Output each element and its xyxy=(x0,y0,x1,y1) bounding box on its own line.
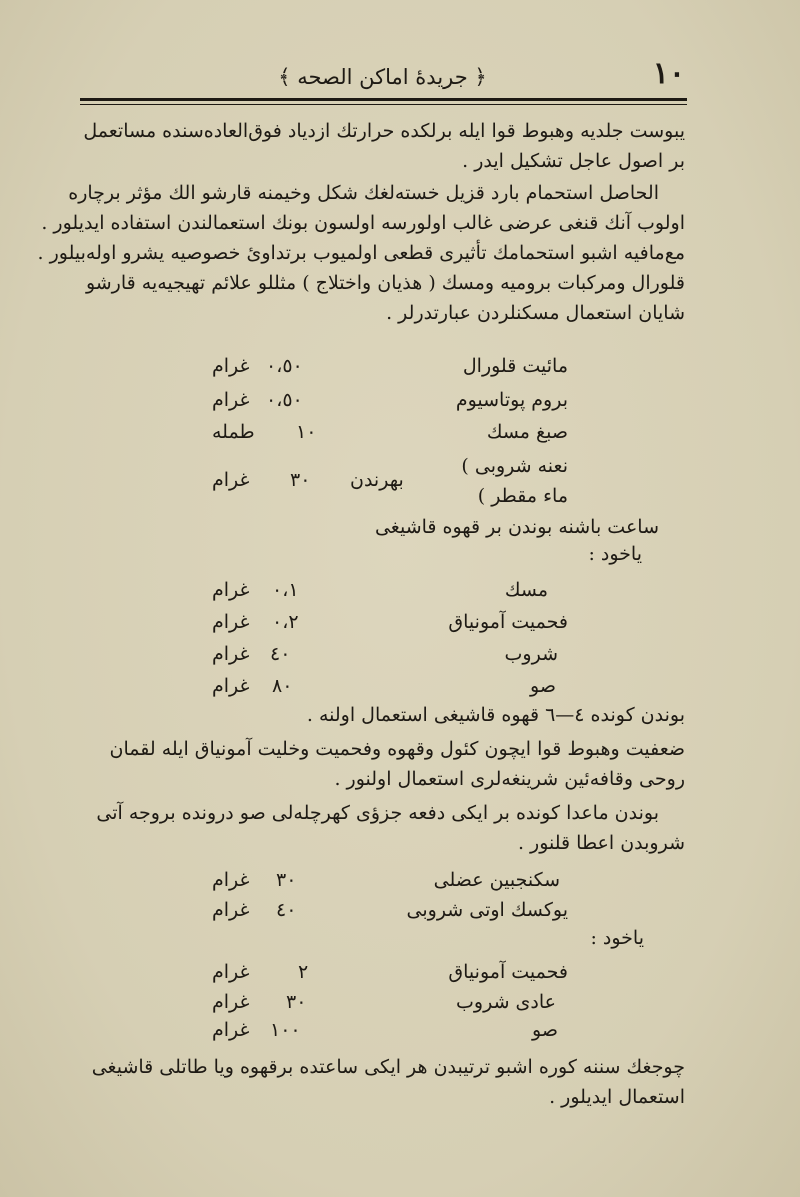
page-number: ١٠ xyxy=(652,56,685,91)
header-rule-thin xyxy=(80,104,687,105)
text-line: چوجغك سننه كوره اشبو ترتيبدن هر ايكى ساعتده برقهوه ويا طاتلى قاشيغى xyxy=(91,1056,685,1078)
text-line: روحى وقافه‌ئين شرينغه‌لرى استعمال اولنور . xyxy=(334,768,685,790)
rx-item-name: سكنجبين عضلى xyxy=(433,869,560,891)
rx-item-name: صو xyxy=(530,675,556,697)
rx-item-name: عادى شروب xyxy=(456,991,556,1013)
text-line: يبوست جلديه وهبوط قوا ايله برلكده حرارتك ازدياد فوق‌العاده‌سنده مساتعمل xyxy=(83,120,685,142)
rx-item-unit: غرام xyxy=(212,469,250,491)
rx-item-name: مسك xyxy=(504,579,548,601)
rx-item-name: بروم پوتاسيوم xyxy=(455,389,568,411)
rx-item-name: صو xyxy=(532,1019,558,1041)
rx-item-qty: ٢ xyxy=(298,961,309,983)
running-title: ﴿ جريدۀ اماكن الصحه ﴾ xyxy=(278,65,487,89)
rx-item-name: فحميت آمونياق xyxy=(448,961,568,983)
rx-item-qty: ٠،٥٠ xyxy=(266,355,303,377)
rx-item-unit: غرام xyxy=(212,1019,250,1041)
rx-item-qty: ٨٠ xyxy=(272,675,293,697)
header-rule-thick xyxy=(80,98,687,101)
text-line: شايان استعمال مسكنلردن عبارتدرلر . xyxy=(386,302,685,324)
rx-item-qty: ٤٠ xyxy=(270,643,291,665)
text-line: بوندن كونده ٤—٦ قهوه قاشيغى استعمال اولنه . xyxy=(306,704,685,726)
text-line: بوندن ماعدا كونده بر ايكى دفعه جزؤى كهرچله‌لى صو درونده بروجه آتى xyxy=(96,802,659,824)
rx-item-name: نعنه شروبى ) xyxy=(461,455,568,477)
text-line: مع‌مافيه اشبو استحمامك تأثيرى قطعى اولميوب برتداوىٔ خصوصيه يشرو اوله‌بيلور . xyxy=(37,242,685,264)
rx-item-unit: غرام xyxy=(212,643,250,665)
rx-item-name: فحميت آمونياق xyxy=(448,611,568,633)
text-line: الحاصل استحمام بارد قزيل خسته‌لغك شكل وخيمنه قارشو الك مؤثر برچاره xyxy=(68,182,659,204)
rx-item-qty: ١٠ xyxy=(296,421,317,443)
rx-item-qty: ٤٠ xyxy=(276,899,297,921)
text-line: اولوب آنك قنغى عرضى غالب اولورسه اولسون بونك استعمالندن استفاده ايديلور . xyxy=(41,212,685,234)
text-line: استعمال ايديلور . xyxy=(549,1086,685,1108)
rx-item-unit: غرام xyxy=(212,675,250,697)
rx-item-qty: ١٠٠ xyxy=(270,1019,301,1041)
text-line: بر اصول عاجل تشكيل ايدر . xyxy=(462,150,685,172)
rx-item-qty: ٠،١ xyxy=(272,579,299,601)
text-line: قلورال ومركبات بروميه ومسك ( هذيان واختلاج ) مثللو علائم تهيجيه‌يه قارشو xyxy=(85,272,685,294)
rx-item-unit: غرام xyxy=(212,389,250,411)
rx-item-unit: طمله xyxy=(212,421,255,443)
rx-item-unit: غرام xyxy=(212,579,250,601)
rx-item-unit: غرام xyxy=(212,869,250,891)
rx-item-unit: غرام xyxy=(212,611,250,633)
rx-item-qty: ٣٠ xyxy=(290,469,311,491)
text-line: ضعفيت وهبوط قوا ايچون كئول وقهوه وفحميت وخليت آمونياق ايله لقمان xyxy=(109,738,685,760)
text-line: شروبدن اعطا قلنور . xyxy=(517,832,685,854)
rx-item-qty: ٣٠ xyxy=(286,991,307,1013)
rx-item-unit: غرام xyxy=(212,355,250,377)
rx-item-qty: ٠،٢ xyxy=(272,611,299,633)
rx-item-unit: غرام xyxy=(212,991,250,1013)
rx-item-name: يوكسك اوتى شروبى xyxy=(406,899,568,921)
rx-item-qty: ٠،٥٠ xyxy=(266,389,303,411)
rx-brace-note: بهرندن xyxy=(350,469,404,491)
text-line: ساعت باشنه بوندن بر قهوه قاشيغى xyxy=(374,516,659,538)
or-label: ياخود : xyxy=(588,543,642,565)
rx-item-name: صبغ مسك xyxy=(486,421,568,443)
rx-item-name: شروب xyxy=(504,643,558,665)
rx-item-unit: غرام xyxy=(212,899,250,921)
rx-item-qty: ٣٠ xyxy=(276,869,297,891)
rx-item-name: ماء مقطر ) xyxy=(477,485,568,507)
rx-item-name: مائيت قلورال xyxy=(462,355,568,377)
or-label: ياخود : xyxy=(590,927,644,949)
rx-item-unit: غرام xyxy=(212,961,250,983)
page-header xyxy=(80,56,685,96)
